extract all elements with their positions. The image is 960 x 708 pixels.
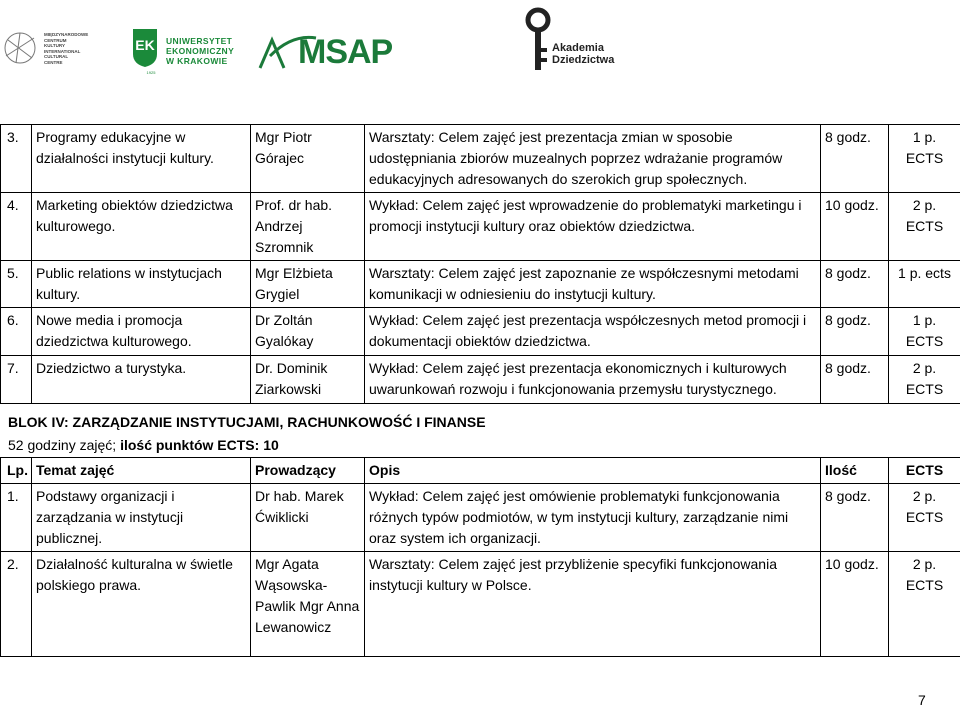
lecturer-cell: Mgr Elżbieta Grygiel bbox=[251, 261, 365, 308]
akademia-logo bbox=[524, 6, 624, 72]
mck-emblem-icon bbox=[2, 30, 38, 66]
lecturer-cell: Dr. Dominik Ziarkowski bbox=[251, 356, 365, 404]
msap-text: MSAP bbox=[298, 34, 392, 70]
table-row bbox=[1, 356, 960, 404]
topic-cell: Działalność kulturalna w świetle polskiego prawa. bbox=[32, 552, 251, 657]
ects-cell: 1 p. ECTS bbox=[889, 308, 960, 356]
description-cell: Warsztaty: Celem zajęć jest zapoznanie ze współczesnymi metodami komunikacji w odniesieniu do instytucji kultury. bbox=[365, 261, 821, 308]
block-4-ects-total: ilość punktów ECTS: 10 bbox=[120, 437, 279, 453]
page-number: 7 bbox=[918, 692, 926, 708]
hours-cell: 8 godz. bbox=[821, 356, 889, 404]
ects-cell: 1 p. ECTS bbox=[889, 125, 960, 193]
ects-cell: 1 p. ects bbox=[889, 261, 960, 308]
table-header-row bbox=[1, 458, 960, 484]
topic-cell: Nowe media i promocja dziedzictwa kulturowego. bbox=[32, 308, 251, 356]
lecturer-cell: Dr Zoltán Gyalókay bbox=[251, 308, 365, 356]
block-4-title: BLOK IV: ZARZĄDZANIE INSTYTUCJAMI, RACHUNKOWOŚĆ I FINANSE bbox=[8, 414, 486, 430]
lecturer-cell: Prof. dr hab. Andrzej Szromnik bbox=[251, 193, 365, 261]
hours-cell: 10 godz. bbox=[821, 552, 889, 657]
uek-text-line: UNIWERSYTET bbox=[166, 36, 234, 46]
table-row bbox=[1, 125, 960, 193]
description-cell: Wykład: Celem zajęć jest omówienie problematyki funkcjonowania różnych typów podmiotów, w tym instytucji kultury, zarządzanie nimi oraz system ich organizacji. bbox=[365, 484, 821, 552]
table-row bbox=[1, 308, 960, 356]
description-cell: Warsztaty: Celem zajęć jest przybliżenie specyfiki funkcjonowania instytucji kultury w Polsce. bbox=[365, 552, 821, 657]
hours-cell: 8 godz. bbox=[821, 308, 889, 356]
topic-cell: Dziedzictwo a turystyka. bbox=[32, 356, 251, 404]
akademia-text-line: Akademia bbox=[552, 42, 614, 54]
topic-cell: Marketing obiektów dziedzictwa kulturowego. bbox=[32, 193, 251, 261]
row-number: 5. bbox=[1, 261, 32, 308]
msap-logo bbox=[258, 34, 408, 74]
hours-cell: 8 godz. bbox=[821, 484, 889, 552]
uek-year: 1925 bbox=[144, 70, 158, 75]
description-cell: Wykład: Celem zajęć jest wprowadzenie do problematyki marketingu i promocji instytucji kultury oraz obiektów dziedzictwa. bbox=[365, 193, 821, 261]
row-number: 3. bbox=[1, 125, 32, 193]
header-topic: Temat zajęć bbox=[32, 458, 251, 484]
description-cell: Wykład: Celem zajęć jest prezentacja współczesnych metod promocji i dokumentacji obiektów dziedzictwa. bbox=[365, 308, 821, 356]
row-number: 6. bbox=[1, 308, 32, 356]
block-4-summary bbox=[8, 437, 279, 453]
header-lp: Lp. bbox=[1, 458, 32, 484]
hours-cell: 10 godz. bbox=[821, 193, 889, 261]
hours-cell: 8 godz. bbox=[821, 261, 889, 308]
header-description: Opis bbox=[365, 458, 821, 484]
svg-text:EK: EK bbox=[135, 37, 154, 53]
topic-cell: Public relations w instytucjach kultury. bbox=[32, 261, 251, 308]
courses-table-block-4 bbox=[0, 457, 960, 657]
block-4-hours: 52 godziny zajęć; bbox=[8, 437, 120, 453]
mck-text-line: INTERNATIONAL bbox=[44, 49, 88, 55]
header-amount: Ilość bbox=[821, 458, 889, 484]
uek-logo bbox=[132, 26, 232, 72]
row-number: 2. bbox=[1, 552, 32, 657]
table-row bbox=[1, 552, 960, 657]
table-row bbox=[1, 193, 960, 261]
ects-cell: 2 p. ECTS bbox=[889, 484, 960, 552]
description-cell: Warsztaty: Celem zajęć jest prezentacja zmian w sposobie udostępniania zbiorów muzealnych poprzez wdrażanie programów edukacyjnych adresowanych do szerokich grup społecznych. bbox=[365, 125, 821, 193]
table-row bbox=[1, 484, 960, 552]
mck-text-line: MIĘDZYNARODOWE bbox=[44, 32, 88, 38]
description-cell: Wykład: Celem zajęć jest prezentacja ekonomicznych i kulturowych uwarunkowań rozwoju i funkcjonowania przemysłu turystycznego. bbox=[365, 356, 821, 404]
row-number: 4. bbox=[1, 193, 32, 261]
topic-cell: Programy edukacyjne w działalności instytucji kultury. bbox=[32, 125, 251, 193]
uek-text-line: W KRAKOWIE bbox=[166, 56, 234, 66]
hours-cell: 8 godz. bbox=[821, 125, 889, 193]
table-row bbox=[1, 261, 960, 308]
topic-cell: Podstawy organizacji i zarządzania w instytucji publicznej. bbox=[32, 484, 251, 552]
header-ects: ECTS bbox=[889, 458, 960, 484]
header-lecturer: Prowadzący bbox=[251, 458, 365, 484]
logo-bar bbox=[0, 0, 960, 80]
ects-cell: 2 p. ECTS bbox=[889, 356, 960, 404]
uek-text-line: EKONOMICZNY bbox=[166, 46, 234, 56]
mck-text-line: KULTURY bbox=[44, 43, 88, 49]
ects-cell: 2 p. ECTS bbox=[889, 552, 960, 657]
uek-crest-icon bbox=[132, 28, 158, 68]
courses-table-block-3 bbox=[0, 124, 960, 404]
lecturer-cell: Mgr Agata Wąsowska-Pawlik Mgr Anna Lewanowicz bbox=[251, 552, 365, 657]
mck-text-line: CENTRE bbox=[44, 60, 88, 66]
mck-text-line: CENTRUM bbox=[44, 38, 88, 44]
row-number: 1. bbox=[1, 484, 32, 552]
mck-text-line: CULTURAL bbox=[44, 54, 88, 60]
row-number: 7. bbox=[1, 356, 32, 404]
lecturer-cell: Dr hab. Marek Ćwiklicki bbox=[251, 484, 365, 552]
lecturer-cell: Mgr Piotr Górajec bbox=[251, 125, 365, 193]
mck-logo bbox=[2, 28, 92, 72]
ects-cell: 2 p. ECTS bbox=[889, 193, 960, 261]
akademia-text-line: Dziedzictwa bbox=[552, 54, 614, 66]
key-icon bbox=[524, 6, 552, 72]
